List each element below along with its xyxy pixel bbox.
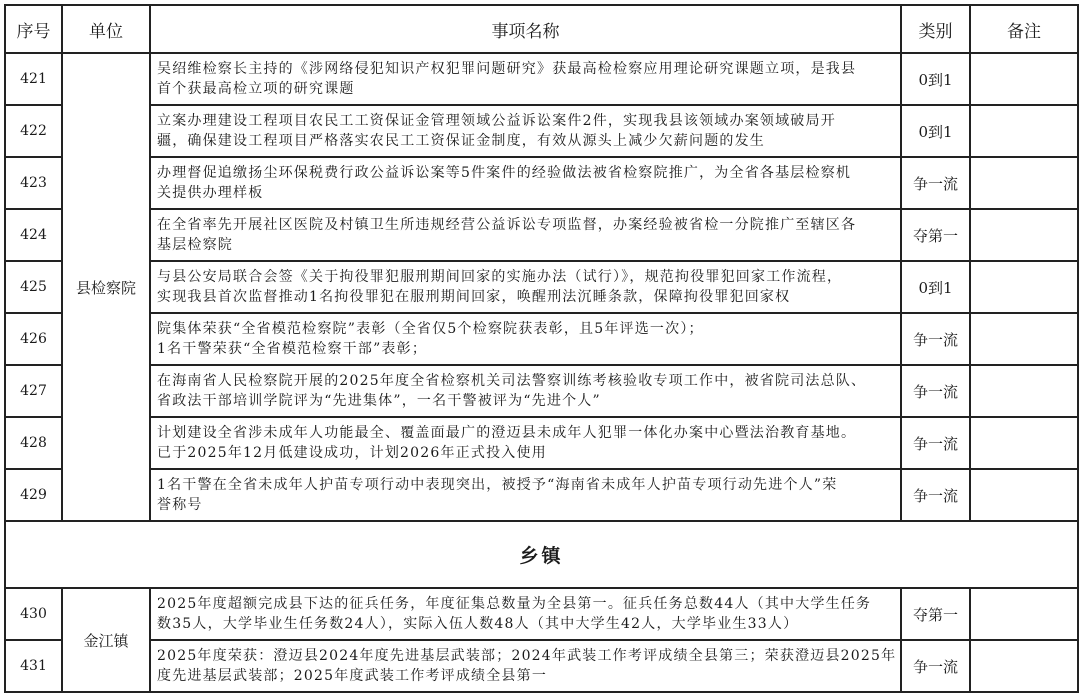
remark-cell — [970, 261, 1078, 313]
item-description: 办理督促追缴扬尘环保税费行政公益诉讼案等5件案件的经验做法被省检察院推广，为全省各基层检察机 关提供办理样板 — [150, 157, 901, 209]
remark-cell — [970, 365, 1078, 417]
item-description: 2025年度超额完成县下达的征兵任务，年度征集总数量为全县第一。征兵任务总数44人（其中大学生任务 数35人，大学毕业生任务数24人），实际入伍人数48人（其中大学生42人，大学毕业生33人） — [150, 588, 901, 640]
remark-cell — [970, 209, 1078, 261]
category-cell: 争一流 — [901, 365, 970, 417]
category-cell: 0到1 — [901, 261, 970, 313]
remark-cell — [970, 157, 1078, 209]
item-description: 2025年度荣获：澄迈县2024年度先进基层武装部；2024年武装工作考评成绩全县第三；荣获澄迈县2025年 度先进基层武装部；2025年度武装工作考评成绩全县第一 — [150, 640, 901, 692]
header-item: 事项名称 — [150, 5, 901, 53]
achievement-table — [4, 4, 1079, 693]
row-number: 426 — [5, 313, 62, 365]
table-row — [5, 417, 1078, 469]
category-cell: 0到1 — [901, 105, 970, 157]
category-cell: 争一流 — [901, 157, 970, 209]
table-row — [5, 209, 1078, 261]
item-description: 与县公安局联合会签《关于拘役罪犯服刑期间回家的实施办法（试行）》，规范拘役罪犯回家工作流程， 实现我县首次监督推动1名拘役罪犯在服刑期间回家，唤醒刑法沉睡条款，保障拘役罪犯回家权 — [150, 261, 901, 313]
item-description: 在海南省人民检察院开展的2025年度全省检察机关司法警察训练考核验收专项工作中，被省院司法总队、 省政法干部培训学院评为“先进集体”，一名干警被评为“先进个人” — [150, 365, 901, 417]
table-row — [5, 469, 1078, 521]
remark-cell — [970, 588, 1078, 640]
header-unit: 单位 — [62, 5, 150, 53]
header-row — [5, 5, 1078, 53]
remark-cell — [970, 469, 1078, 521]
row-number: 421 — [5, 53, 62, 105]
item-description: 立案办理建设工程项目农民工工资保证金管理领域公益诉讼案件2件，实现我县该领域办案领域破局开 疆，确保建设工程项目严格落实农民工工资保证金制度，有效从源头上减少欠薪问题的发生 — [150, 105, 901, 157]
table-row — [5, 313, 1078, 365]
table-row — [5, 53, 1078, 105]
table-row — [5, 365, 1078, 417]
item-description: 吴绍维检察长主持的《涉网络侵犯知识产权犯罪问题研究》获最高检检察应用理论研究课题立项，是我县 首个获最高检立项的研究课题 — [150, 53, 901, 105]
category-cell: 夺第一 — [901, 588, 970, 640]
item-description: 院集体荣获“全省模范检察院”表彰（全省仅5个检察院获表彰，且5年评选一次）； 1名干警荣获“全省模范检察干部”表彰； — [150, 313, 901, 365]
row-number: 424 — [5, 209, 62, 261]
row-number: 423 — [5, 157, 62, 209]
remark-cell — [970, 417, 1078, 469]
row-number: 422 — [5, 105, 62, 157]
category-cell: 争一流 — [901, 417, 970, 469]
table-row — [5, 588, 1078, 640]
item-description: 在全省率先开展社区医院及村镇卫生所违规经营公益诉讼专项监督，办案经验被省检一分院推广至辖区各 基层检察院 — [150, 209, 901, 261]
row-number: 427 — [5, 365, 62, 417]
row-number: 425 — [5, 261, 62, 313]
row-number: 430 — [5, 588, 62, 640]
item-description: 计划建设全省涉未成年人功能最全、覆盖面最广的澄迈县未成年人犯罪一体化办案中心暨法治教育基地。 已于2025年12月低建设成功，计划2026年正式投入使用 — [150, 417, 901, 469]
table-row — [5, 157, 1078, 209]
category-cell: 争一流 — [901, 313, 970, 365]
row-number: 428 — [5, 417, 62, 469]
unit-cell: 金江镇 — [62, 588, 150, 692]
unit-cell: 县检察院 — [62, 53, 150, 521]
section-row — [5, 521, 1078, 588]
header-remark: 备注 — [970, 5, 1078, 53]
remark-cell — [970, 313, 1078, 365]
header-category: 类别 — [901, 5, 970, 53]
remark-cell — [970, 53, 1078, 105]
category-cell: 夺第一 — [901, 209, 970, 261]
item-description: 1名干警在全省未成年人护苗专项行动中表现突出，被授予“海南省未成年人护苗专项行动先进个人”荣 誉称号 — [150, 469, 901, 521]
table-row — [5, 105, 1078, 157]
section-title: 乡镇 — [5, 521, 1078, 588]
category-cell: 0到1 — [901, 53, 970, 105]
category-cell: 争一流 — [901, 640, 970, 692]
remark-cell — [970, 105, 1078, 157]
category-cell: 争一流 — [901, 469, 970, 521]
row-number: 429 — [5, 469, 62, 521]
table-row — [5, 640, 1078, 692]
remark-cell — [970, 640, 1078, 692]
header-index: 序号 — [5, 5, 62, 53]
table-row — [5, 261, 1078, 313]
row-number: 431 — [5, 640, 62, 692]
